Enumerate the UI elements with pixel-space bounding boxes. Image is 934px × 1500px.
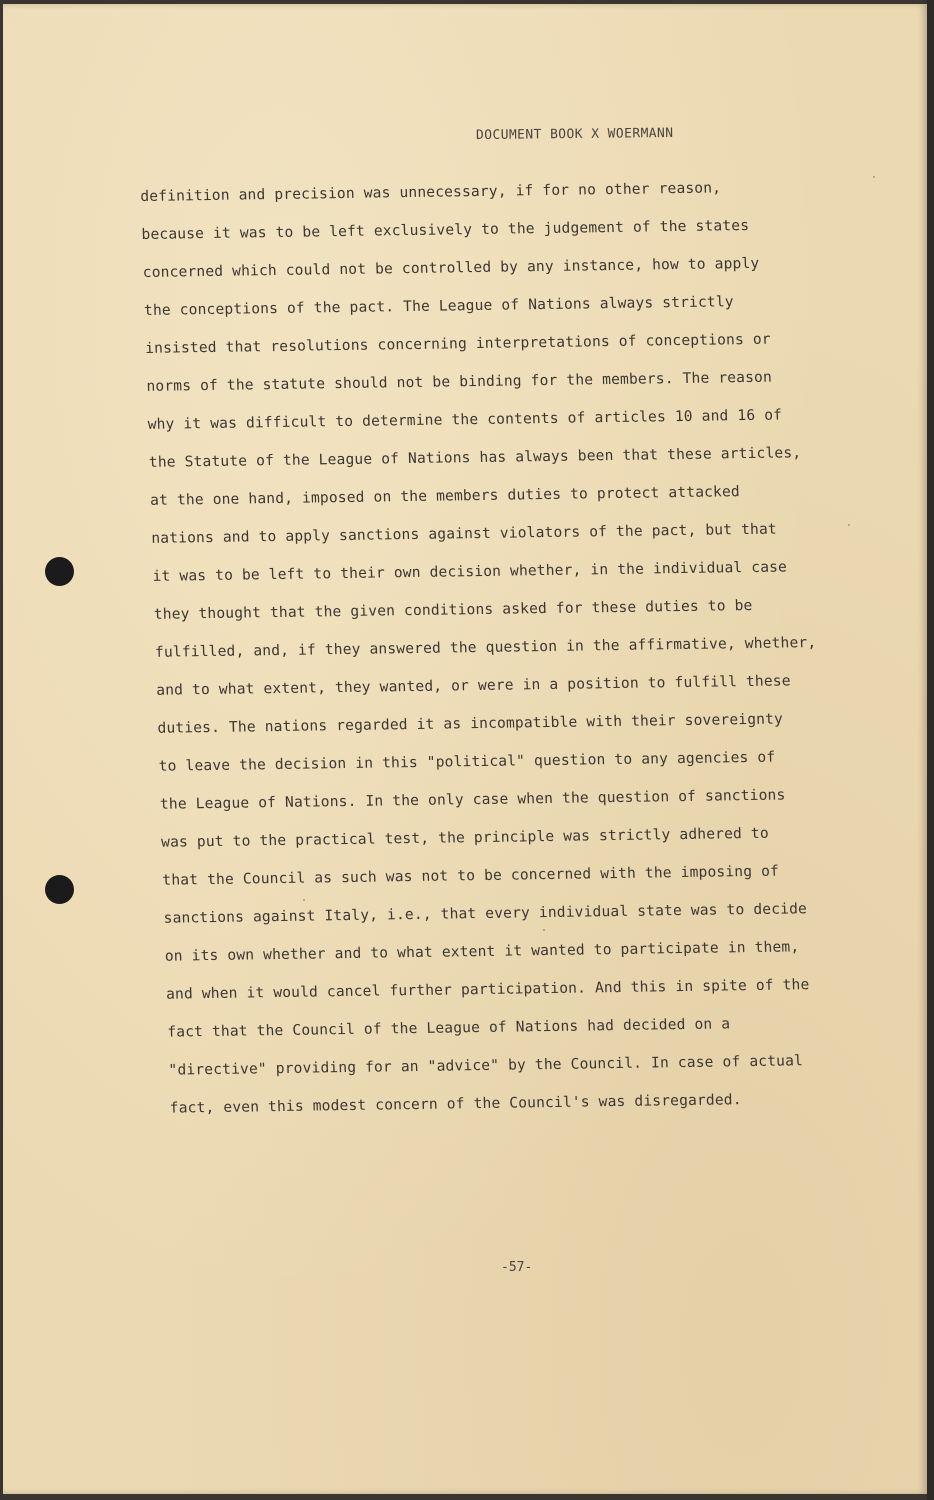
text-line: definition and precision was unnecessary, if for no other reason, [140, 179, 722, 205]
text-line: "directive" providing for an "advice" by the Council. In case of actual [168, 1052, 804, 1079]
text-line: why it was difficult to determine the contents of articles 10 and 16 of [147, 406, 783, 433]
text-line: duties. The nations regarded it as incompatible with their sovereignty [157, 710, 784, 737]
text-line: it was to be left to their own decision whether, in the individual case [152, 558, 788, 585]
text-line: fulfilled, and, if they answered the question in the affirmative, whether, [154, 634, 817, 661]
punch-hole-bottom [45, 875, 74, 904]
paper-speck [848, 524, 850, 526]
paper-speck [303, 899, 305, 901]
text-line: they thought that the given conditions asked for these duties to be [153, 596, 753, 623]
text-line: fact that the Council of the League of Nations had decided on a [167, 1015, 731, 1041]
document-body [140, 176, 880, 1117]
text-line: to leave the decision in this "political" question to any agencies of [158, 748, 776, 775]
text-line: that the Council as such was not to be concerned with the imposing of [162, 862, 780, 889]
text-line: concerned which could not be controlled by any instance, how to apply [142, 254, 760, 281]
text-line: because it was to be left exclusively to the judgement of the states [141, 216, 750, 243]
text-line: and when it would cancel further participation. And this in spite of the [165, 976, 810, 1003]
text-line: fact, even this modest concern of the Council's was disregarded. [169, 1091, 742, 1117]
text-line: the conceptions of the pact. The League of Nations always strictly [143, 293, 734, 319]
text-line: and to what extent, they wanted, or were in a position to fulfill these [155, 672, 791, 699]
text-line: insisted that resolutions concerning interpretations of conceptions or [144, 330, 771, 357]
document-header: DOCUMENT BOOK X WOERMANN [475, 125, 674, 144]
text-line: sanctions against Italy, i.e., that every individual state was to decide [163, 900, 808, 927]
text-line: nations and to apply sanctions against violators of the pact, but that [151, 520, 778, 547]
page-number: -57- [501, 1260, 533, 1275]
page-edge-shadow [927, 0, 934, 1500]
punch-hole-top [45, 557, 74, 586]
text-line: on its own whether and to what extent it wanted to participate in them, [164, 938, 800, 965]
paper-speck [543, 929, 545, 931]
text-line: was put to the practical test, the principle was strictly adhered to [160, 824, 770, 851]
text-line: at the one hand, imposed on the members duties to protect attacked [149, 483, 741, 509]
text-line: the League of Nations. In the only case when the question of sanctions [159, 786, 786, 813]
text-line: norms of the statute should not be binding for the members. The reason [146, 368, 773, 395]
document-page [3, 4, 927, 1494]
text-line: the Statute of the League of Nations has always been that these articles, [148, 444, 802, 471]
paper-speck [873, 176, 875, 178]
